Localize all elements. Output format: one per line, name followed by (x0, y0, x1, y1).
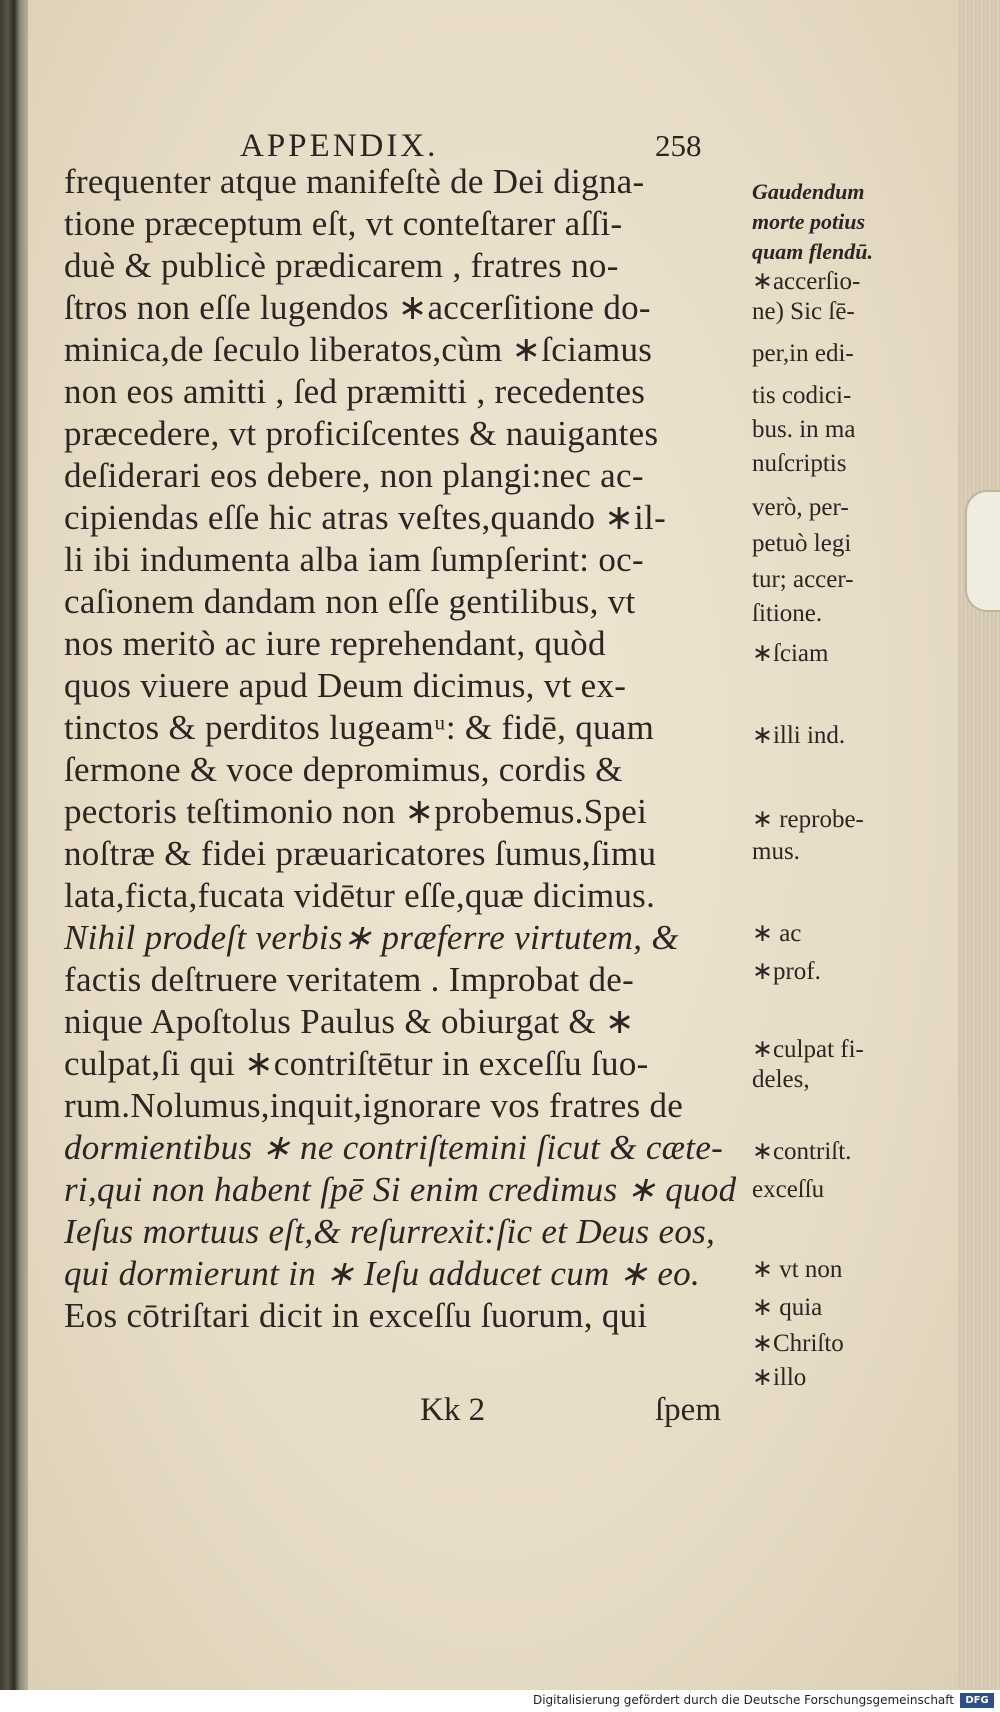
margin-note: ∗ ac (752, 920, 802, 947)
margin-note: ∗ vt non (752, 1256, 843, 1283)
text-line: lata,ficta,fucata vidētur eſſe,quæ dicimus. (64, 876, 656, 915)
text-line: nos meritò ac iure reprehendant, quòd (64, 624, 606, 663)
text-line: Eos cōtriſtari dicit in exceſſu ſuorum, qui (64, 1296, 648, 1335)
margin-note: tur; accer- (752, 566, 854, 593)
margin-note: petuò legi (752, 530, 852, 557)
text-line: ſermone & voce depromimus, cordis & (64, 750, 623, 789)
digitization-credit: Digitalisierung gefördert durch die Deutsche Forschungsgemeinschaft (532, 1693, 954, 1707)
text-line: cipiendas eſſe hic atras veſtes,quando ∗il- (64, 498, 667, 537)
text-line: non eos amitti , ſed præmitti , recedentes (64, 372, 646, 411)
margin-note: ∗ reprobe- (752, 806, 864, 833)
margin-note: bus. in ma (752, 416, 856, 443)
text-line: culpat,ſi qui ∗contriſtētur in exceſſu ſuo- (64, 1044, 649, 1083)
text-line: caſionem dandam non eſſe gentilibus, vt (64, 582, 636, 621)
margin-note: ∗ſciam (752, 640, 829, 667)
text-line: duè & publicè prædicarem , fratres no- (64, 246, 619, 285)
margin-note: exceſſu (752, 1176, 825, 1203)
text-line: pectoris teſtimonio non ∗probemus.Spei (64, 792, 648, 831)
signature-mark: Kk 2 (420, 1392, 486, 1428)
margin-note: morte potius (752, 209, 866, 234)
text-line: factis deſtruere veritatem . Improbat de- (64, 960, 635, 999)
margin-note: ſitione. (752, 600, 823, 627)
text-line: minica,de ſeculo liberatos,cùm ∗ſciamus (64, 330, 653, 369)
margin-note: verò, per- (752, 494, 849, 521)
catchword: ſpem (655, 1392, 721, 1428)
margin-note: per,in edi- (752, 340, 854, 367)
margin-note: ∗prof. (752, 958, 821, 985)
dfg-logo-icon: DFG (960, 1693, 994, 1708)
text-line: qui dormierunt in ∗ Ieſu adducet cum ∗ eo. (64, 1254, 701, 1293)
text-line: Ieſus mortuus eſt,& reſurrexit:ſic et Deus eos, (64, 1212, 716, 1251)
text-line: rum.Nolumus,inquit,ignorare vos fratres de (64, 1086, 684, 1125)
text-line: Nihil prodeſt verbis∗ præferre virtutem, & (64, 918, 679, 957)
margin-note: Gaudendum (752, 179, 865, 204)
margin-note: ∗culpat fi- (752, 1036, 864, 1063)
margin-note: nuſcriptis (752, 450, 847, 477)
text-line: ſtros non eſſe lugendos ∗accerſitione do- (64, 288, 651, 327)
text-line: quos viuere apud Deum dicimus, vt ex- (64, 666, 627, 705)
text-line: frequenter atque manifeſtè de Dei digna- (64, 162, 645, 201)
text-line: ri,qui non habent ſpē Si enim credimus ∗ quod (64, 1170, 737, 1209)
page-number: 258 (655, 128, 702, 163)
text-line: noſtræ & fidei præuaricatores ſumus,ſimu (64, 834, 657, 873)
text-line: li ibi indumenta alba iam ſumpſerint: oc- (64, 540, 644, 579)
margin-note: ∗illi ind. (752, 722, 846, 749)
text-line: deſiderari eos debere, non plangi:nec ac- (64, 456, 644, 495)
digitization-footer (0, 1690, 1000, 1712)
text-line: tinctos & perditos lugeamᵘ: & fidē, quam (64, 708, 655, 747)
margin-note: deles, (752, 1066, 810, 1093)
running-title: APPENDIX. (240, 128, 439, 164)
margin-note: ∗illo (752, 1364, 807, 1391)
margin-note: quam flendū. (752, 239, 874, 264)
margin-note: ∗ quia (752, 1294, 823, 1321)
text-line: præcedere, vt proficiſcentes & nauigantes (64, 414, 659, 453)
text-line: nique Apoſtolus Paulus & obiurgat & ∗ (64, 1002, 635, 1041)
margin-note: ∗accerſio- (752, 268, 861, 295)
text-line: dormientibus ∗ ne contriſtemini ſicut & cæte- (64, 1128, 724, 1167)
margin-note: ∗Chriſto (752, 1330, 844, 1357)
margin-note: ∗contriſt. (752, 1138, 852, 1165)
margin-note: tis codici- (752, 382, 852, 409)
margin-note: ne) Sic ſē- (752, 298, 855, 325)
margin-note: mus. (752, 838, 800, 865)
text-line: tione præceptum eſt, vt conteſtarer aſſi- (64, 204, 623, 243)
